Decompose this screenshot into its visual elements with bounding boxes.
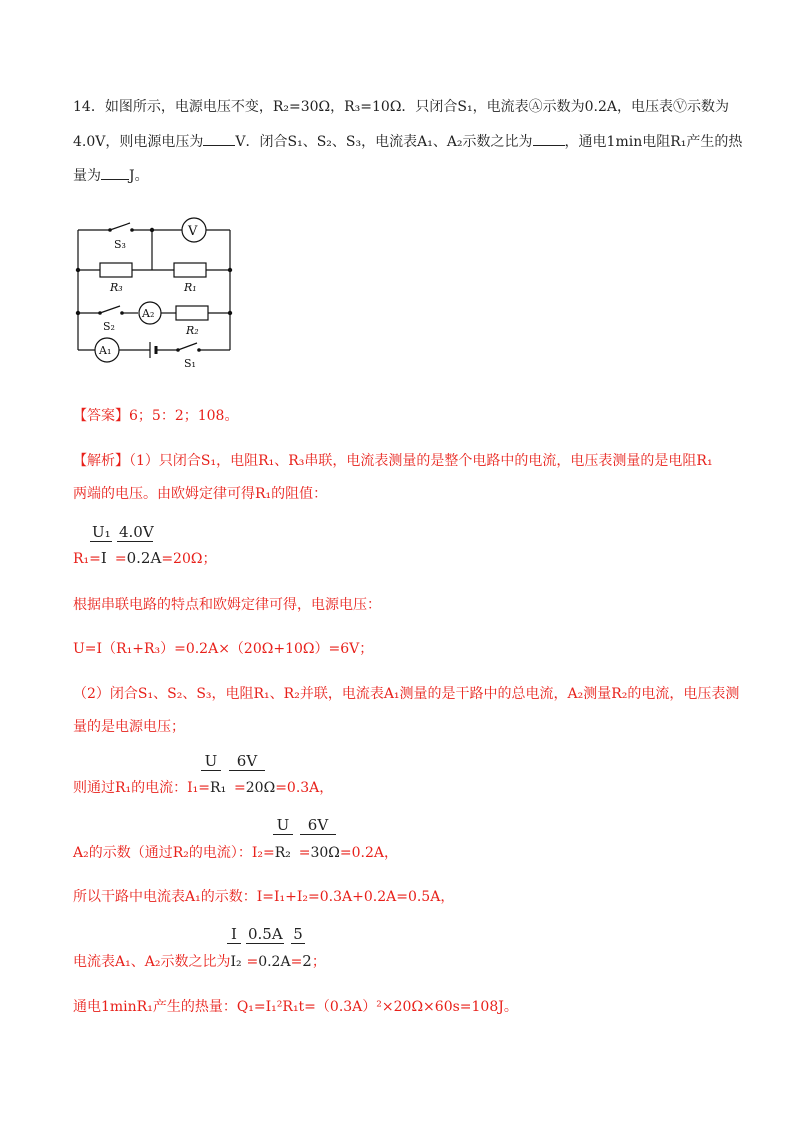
analysis-line-6: 量的是电源电压；: [73, 719, 185, 735]
ammeter-a1-label: A₁: [99, 344, 112, 357]
fraction-4v-over-02a: [117, 523, 153, 542]
numerator: U₁: [92, 523, 111, 541]
fraction-u-over-r2: U: [273, 816, 293, 835]
equation-1: R₁=I =0.2A=20Ω；: [73, 549, 217, 567]
fraction-u1-over-i: [90, 523, 112, 542]
question-line-1: 14．如图所示，电源电压不变，R₂=30Ω，R₃=10Ω．只闭合S₁，电流表Ⓐ示数为0.2A，电压表Ⓥ示数为: [73, 99, 730, 115]
s2-label: S₂: [103, 320, 115, 333]
equation-2: 则通过R₁的电流：I₁=R₁ =20Ω=0.3A，: [73, 780, 334, 796]
s3-label: S₃: [114, 238, 126, 251]
question-text: 4.0V，则电源电压为: [73, 134, 204, 150]
analysis-line-4: U=I（R₁+R₃）=0.2A×（20Ω+10Ω）=6V；: [73, 641, 374, 657]
analysis-line-2: 两端的电压。由欧姆定律可得R₁的阻值：: [73, 486, 328, 502]
fraction-i-over-i2: I: [227, 925, 241, 944]
analysis-label: 【解析】: [73, 453, 129, 469]
analysis-line-5: （2）闭合S₁、S₂、S₃，电阻R₁、R₂并联，电流表A₁测量的是干路中的总电流，A₂测量R₂的电流，电压表测: [73, 686, 740, 702]
answer-label: 【答案】: [73, 408, 129, 424]
answer-blank-3: [101, 167, 129, 180]
question-text: ，通电1min电阻R₁产生的热: [564, 134, 743, 150]
equation-3: A₂的示数（通过R₂的电流）：I₂=R₂ =30Ω=0.2A，: [73, 845, 399, 861]
question-line-2: [73, 131, 742, 151]
fraction-5-over-2: 5: [291, 925, 305, 944]
question-line-3: [73, 165, 149, 185]
answer-blank-2: [533, 133, 565, 146]
answer-line: [73, 405, 238, 425]
voltmeter-label: V: [188, 224, 198, 239]
s1-label: S₁: [184, 357, 196, 370]
analysis-line-7: 所以干路中电流表A₁的示数：I=I₁+I₂=0.3A+0.2A=0.5A，: [73, 889, 455, 905]
answer-blank-1: [203, 133, 235, 146]
question-text: 量为: [73, 168, 101, 184]
r3-label: R₃: [110, 281, 123, 294]
ammeter-a2-label: A₂: [142, 307, 155, 320]
fraction-05a-over-02a: 0.5A: [248, 925, 283, 943]
fraction-6v-over-20ohm: 6V: [229, 752, 265, 771]
r2-label: R₂: [186, 324, 199, 337]
r1-label: R₁: [184, 281, 197, 294]
fraction-6v-over-30ohm: 6V: [300, 816, 336, 835]
question-text: J。: [129, 168, 149, 184]
numerator: 4.0V: [119, 523, 154, 541]
analysis-line-3: 根据串联电路的特点和欧姆定律可得，电源电压：: [73, 597, 381, 613]
analysis-text: （1）只闭合S₁，电阻R₁、R₃串联，电流表测量的是整个电路中的电流，电压表测量的是电阻R₁: [129, 453, 713, 469]
circuit-diagram: [70, 210, 240, 375]
equation-4: 电流表A₁、A₂示数之比为I₂ =0.2A=2；: [73, 952, 326, 970]
answer-text: 6；5：2；108。: [129, 408, 239, 424]
analysis-line-8: 通电1minR₁产生的热量：Q₁=I₁²R₁t=（0.3A）²×20Ω×60s=108J。: [73, 999, 518, 1015]
question-text: V．闭合S₁、S₂、S₃，电流表A₁、A₂示数之比为: [235, 134, 533, 150]
fraction-u-over-r1: U: [201, 752, 221, 771]
analysis-line-1: [73, 450, 713, 470]
